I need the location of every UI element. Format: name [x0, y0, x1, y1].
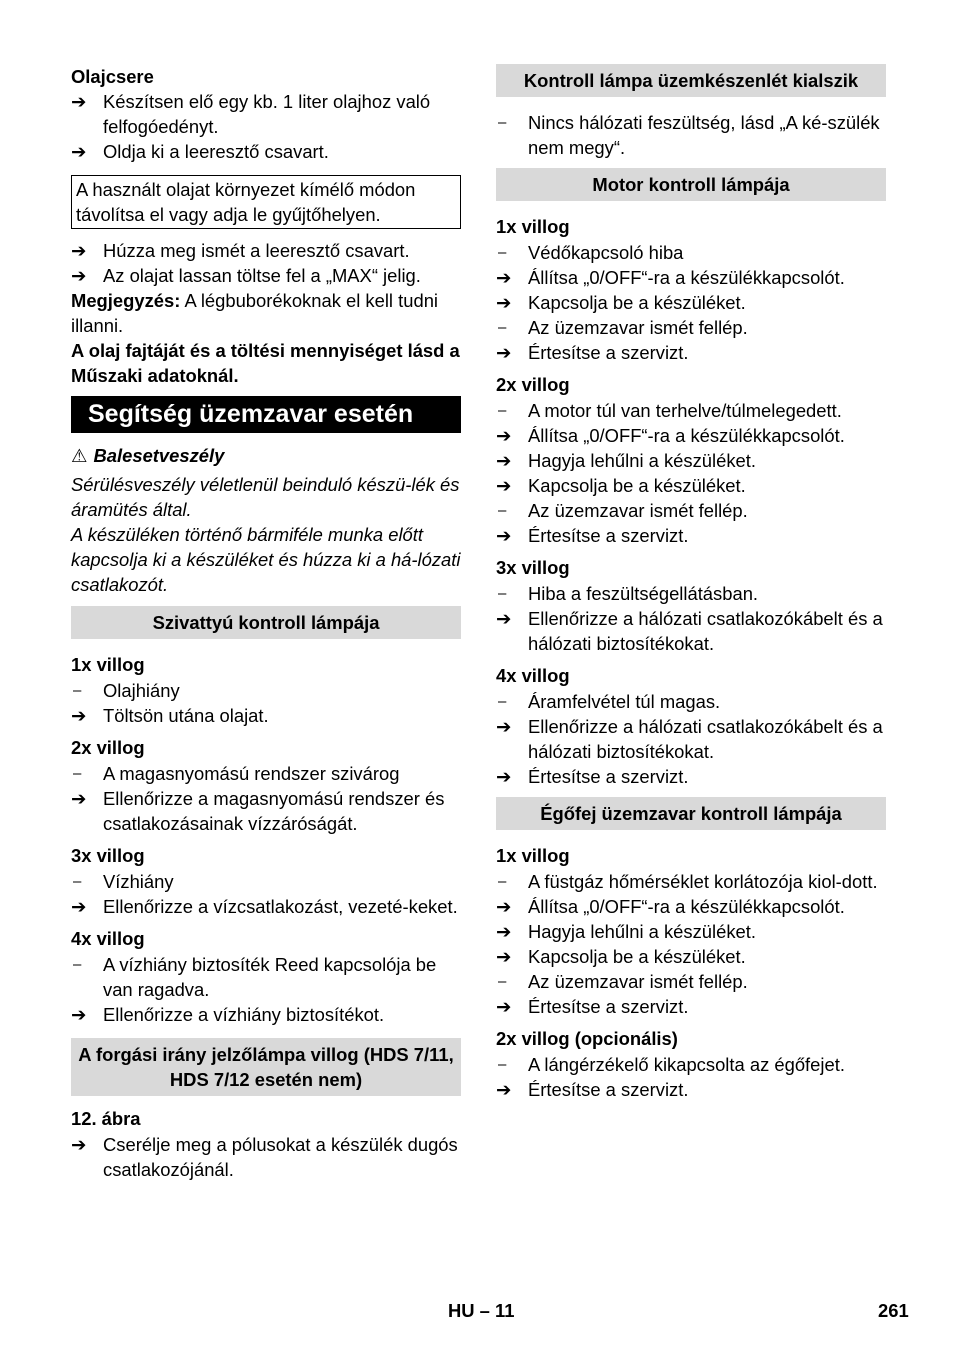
arrow-icon: ➔ [496, 716, 512, 737]
subheading: 4x villog [496, 665, 570, 686]
note-label: Megjegyzés: [71, 290, 181, 311]
motor-4x-list [496, 689, 886, 789]
arrow-icon: ➔ [496, 425, 512, 446]
arrow-icon: ➔ [71, 788, 87, 809]
list-item: ➔ Ellenőrizze a hálózati csatlakozókábelt és a hálózati biztosítékokat. [496, 716, 883, 762]
list-item: ➔ Kapcsolja be a készüléket. [496, 946, 746, 967]
list-item: ➔ Értesítse a szervizt. [496, 766, 689, 787]
list-item: ➔ Kapcsolja be a készüléket. [496, 292, 746, 313]
arrow-icon: ➔ [496, 996, 512, 1017]
list-item: – A vízhiány biztosíték Reed kapcsolója be van ragadva. [73, 954, 437, 1000]
arrow-icon: ➔ [71, 91, 87, 112]
arrow-icon: ➔ [71, 265, 87, 286]
list-item: – A lángérzékelő kikapcsolta az égőfejet. [498, 1054, 845, 1075]
list-item: ➔ Ellenőrizze a vízcsatlakozást, vezeté-keket. [71, 896, 458, 917]
list-item: – Az üzemzavar ismét fellép. [498, 500, 748, 521]
list-item: ➔ Állítsa „0/OFF“-ra a készülékkapcsolót. [496, 267, 845, 288]
list-item: ➔ Készítsen elő egy kb. 1 liter olajhoz való felfogóedényt. [71, 91, 431, 137]
subheading: 2x villog [71, 737, 145, 758]
dash-bullet: – [498, 1056, 507, 1073]
arrow-icon: ➔ [496, 475, 512, 496]
list-item: ➔ Értesítse a szervizt. [496, 525, 689, 546]
dash-bullet: – [498, 114, 507, 131]
dash-bullet: – [498, 402, 507, 419]
boxed-note: A használt olajat környezet kímélő módon távolítsa el vagy adja le gyűjtőhelyen. [71, 175, 461, 229]
list-item: – Védőkapcsoló hiba [498, 242, 684, 263]
burner-2x-list [496, 1052, 886, 1102]
subheading: 1x villog [71, 654, 145, 675]
dash-bullet: – [498, 873, 507, 890]
dash-bullet: – [73, 873, 82, 890]
arrow-icon: ➔ [71, 896, 87, 917]
list-item: – Nincs hálózati feszültség, lásd „A ké-szülék nem megy“. [498, 112, 880, 158]
figure-reference: 12. ábra [71, 1108, 141, 1129]
arrow-icon: ➔ [496, 946, 512, 967]
list-item: – Az üzemzavar ismét fellép. [498, 317, 748, 338]
arrow-icon: ➔ [71, 1134, 87, 1155]
list-item: – Hiba a feszültségellátásban. [498, 583, 759, 604]
dash-bullet: – [73, 765, 82, 782]
motor-1x-list [496, 240, 886, 365]
list-item: ➔ Kapcsolja be a készüléket. [496, 475, 746, 496]
list-item: ➔ Töltsön utána olajat. [71, 705, 269, 726]
arrow-icon: ➔ [71, 1004, 87, 1025]
motor-lamp-heading: Motor kontroll lámpája [496, 168, 886, 201]
burner-lamp-heading: Égőfej üzemzavar kontroll lámpája [496, 797, 886, 830]
warning-text: Sérülésveszély véletlenül beinduló készü-lék és áramütés által. [71, 474, 460, 520]
arrow-icon: ➔ [496, 342, 512, 363]
subheading: 2x villog (opcionális) [496, 1028, 678, 1049]
list-item: ➔ Oldja ki a leeresztő csavart. [71, 141, 329, 162]
dash-bullet: – [498, 693, 507, 710]
rotation-lamp-heading: A forgási irány jelzőlámpa villog (HDS 7/11, HDS 7/12 esetén nem) [71, 1038, 461, 1096]
list-item: ➔ Állítsa „0/OFF“-ra a készülékkapcsolót. [496, 425, 845, 446]
list-item: ➔ Az olajat lassan töltse fel a „MAX“ jelig. [71, 265, 421, 286]
list-item: ➔ Értesítse a szervizt. [496, 996, 689, 1017]
arrow-icon: ➔ [496, 267, 512, 288]
list-item: ➔ Húzza meg ismét a leeresztő csavart. [71, 240, 410, 261]
arrow-icon: ➔ [71, 240, 87, 261]
list-item: ➔ Ellenőrizze a hálózati csatlakozókábelt és a hálózati biztosítékokat. [496, 608, 883, 654]
list-item: ➔ Állítsa „0/OFF“-ra a készülékkapcsolót. [496, 896, 845, 917]
arrow-icon: ➔ [496, 450, 512, 471]
arrow-icon: ➔ [496, 896, 512, 917]
note-paragraph [71, 288, 461, 338]
list-item: – A motor túl van terhelve/túlmelegedett. [498, 400, 842, 421]
list-item: ➔ Hagyja lehűlni a készüléket. [496, 450, 756, 471]
motor-2x-list [496, 398, 886, 548]
subheading: 3x villog [496, 557, 570, 578]
burner-1x-list [496, 869, 886, 1019]
motor-3x-list [496, 581, 886, 656]
subheading: 1x villog [496, 216, 570, 237]
dash-bullet: – [73, 682, 82, 699]
list-item: ➔ Hagyja lehűlni a készüléket. [496, 921, 756, 942]
subheading: 1x villog [496, 845, 570, 866]
warning-heading: ⚠ Balesetveszély [71, 445, 225, 466]
dash-bullet: – [498, 585, 507, 602]
bold-note: A olaj fajtáját és a töltési mennyiséget lásd a Műszaki adatoknál. [71, 340, 460, 386]
dash-bullet: – [498, 973, 507, 990]
arrow-icon: ➔ [496, 292, 512, 313]
arrow-icon: ➔ [496, 608, 512, 629]
subheading: 4x villog [71, 928, 145, 949]
list-item: – Olajhiány [73, 680, 180, 701]
right-column [496, 64, 886, 1102]
arrow-icon: ➔ [496, 1079, 512, 1100]
arrow-icon: ➔ [496, 921, 512, 942]
dash-bullet: – [498, 244, 507, 261]
list-item: ➔ Ellenőrizze a magasnyomású rendszer és csatlakozásainak vízzáróságát. [71, 788, 445, 834]
dash-bullet: – [498, 319, 507, 336]
warning-triangle-icon: ⚠ [71, 445, 88, 466]
dash-bullet: – [498, 502, 507, 519]
list-item: ➔ Cserélje meg a pólusokat a készülék dugós csatlakozójánál. [71, 1134, 458, 1180]
dash-bullet: – [73, 956, 82, 973]
section-title: Segítség üzemzavar esetén [71, 396, 461, 433]
list-item: – Vízhiány [73, 871, 174, 892]
page-number: 261 [878, 1300, 909, 1321]
arrow-icon: ➔ [496, 525, 512, 546]
pump-lamp-heading: Szivattyú kontroll lámpája [71, 606, 461, 639]
subheading: 2x villog [496, 374, 570, 395]
arrow-icon: ➔ [496, 766, 512, 787]
warning-text: A készüléken történő bármiféle munka előtt kapcsolja ki a készüléket és húzza ki a há-lózati csatlakozót. [71, 524, 461, 595]
left-column [71, 64, 461, 1182]
note-text: A légbuborékoknak el kell tudni illanni. [71, 290, 439, 336]
list-item: – A magasnyomású rendszer szivárog [73, 763, 400, 784]
subheading: 3x villog [71, 845, 145, 866]
arrow-icon: ➔ [71, 141, 87, 162]
ready-lamp-heading: Kontroll lámpa üzemkészenlét kialszik [496, 64, 886, 97]
list-item: ➔ Ellenőrizze a vízhiány biztosítékot. [71, 1004, 385, 1025]
oil-change-title: Olajcsere [71, 66, 154, 87]
list-item: – Áramfelvétel túl magas. [498, 691, 721, 712]
list-item: ➔ Értesítse a szervizt. [496, 342, 689, 363]
list-item: – Az üzemzavar ismét fellép. [498, 971, 748, 992]
list-item: – A füstgáz hőmérséklet korlátozója kiol-dott. [498, 871, 878, 892]
arrow-icon: ➔ [71, 705, 87, 726]
list-item: ➔ Értesítse a szervizt. [496, 1079, 689, 1100]
page-footer-label: HU – 11 [448, 1300, 515, 1321]
